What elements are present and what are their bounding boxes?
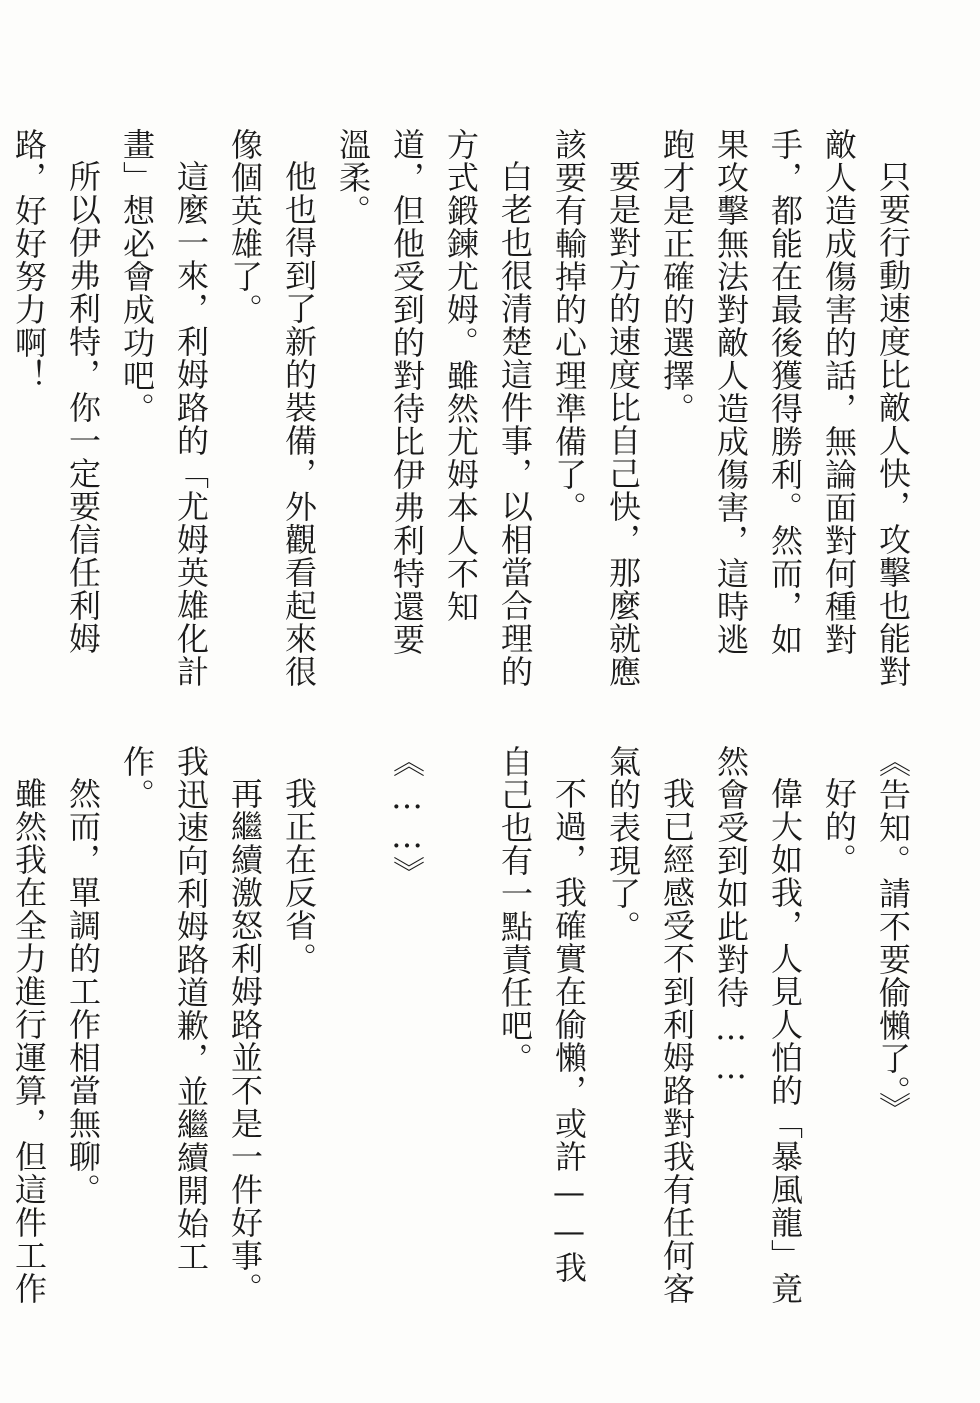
notice-silence: 《……》 [388, 745, 426, 889]
paragraph-speed-advantage: 只要行動速度比敵人快，攻擊也能對敵人造成傷害的話，無論面對何種對手，都能在最後獲得勝利。然而，如果攻擊無法對敵人造成傷害，這時逃跑才是正確的選擇。 [658, 128, 912, 688]
paragraph-reflecting: 我正在反省。 [280, 777, 318, 975]
paragraph-ifrit-encouragement: 所以伊弗利特，你一定要信任利姆路，好好努力啊！ [10, 128, 102, 655]
paragraph-new-equipment: 他也得到了新的裝備，外觀看起來很像個英雄了。 [226, 128, 318, 688]
paragraph-prepare-to-lose: 要是對方的速度比自己快，那麼就應該要有輸掉的心理準備了。 [550, 128, 642, 688]
bottom-text-block [10, 745, 920, 1305]
paragraph-no-courtesy: 我已經感受不到利姆路對我有任何客氣的表現了。 [604, 745, 696, 1305]
paragraph-hero-plan: 這麼一來，利姆路的「尤姆英雄化計畫」想必會成功吧。 [118, 128, 210, 688]
paragraph-okay: 好的。 [820, 777, 858, 876]
paragraph-own-responsibility: 不過，我確實在偷懶，或許——我自己也有一點責任吧。 [496, 745, 588, 1284]
paragraph-investigator-skill: 雖然我在全力進行運算，但這件工作 [10, 777, 48, 1305]
top-text-block [10, 128, 920, 688]
paragraph-apology: 再繼續激怒利姆路並不是一件好事。我迅速向利姆路道歉，並繼續開始工作。 [118, 745, 264, 1305]
notice-stop-slacking: 《告知。請不要偷懶了。》 [874, 745, 912, 1125]
paragraph-storm-dragon: 偉大如我，人見人怕的「暴風龍」竟然會受到如此對待…… [712, 745, 804, 1305]
paragraph-hakurou-training: 白老也很清楚這件事，以相當合理的方式鍛鍊尤姆。雖然尤姆本人不知道，但他受到的對待比伊弗利特還要溫柔。 [334, 128, 534, 688]
paragraph-boring-work: 然而，單調的工作相當無聊。 [64, 777, 102, 1206]
